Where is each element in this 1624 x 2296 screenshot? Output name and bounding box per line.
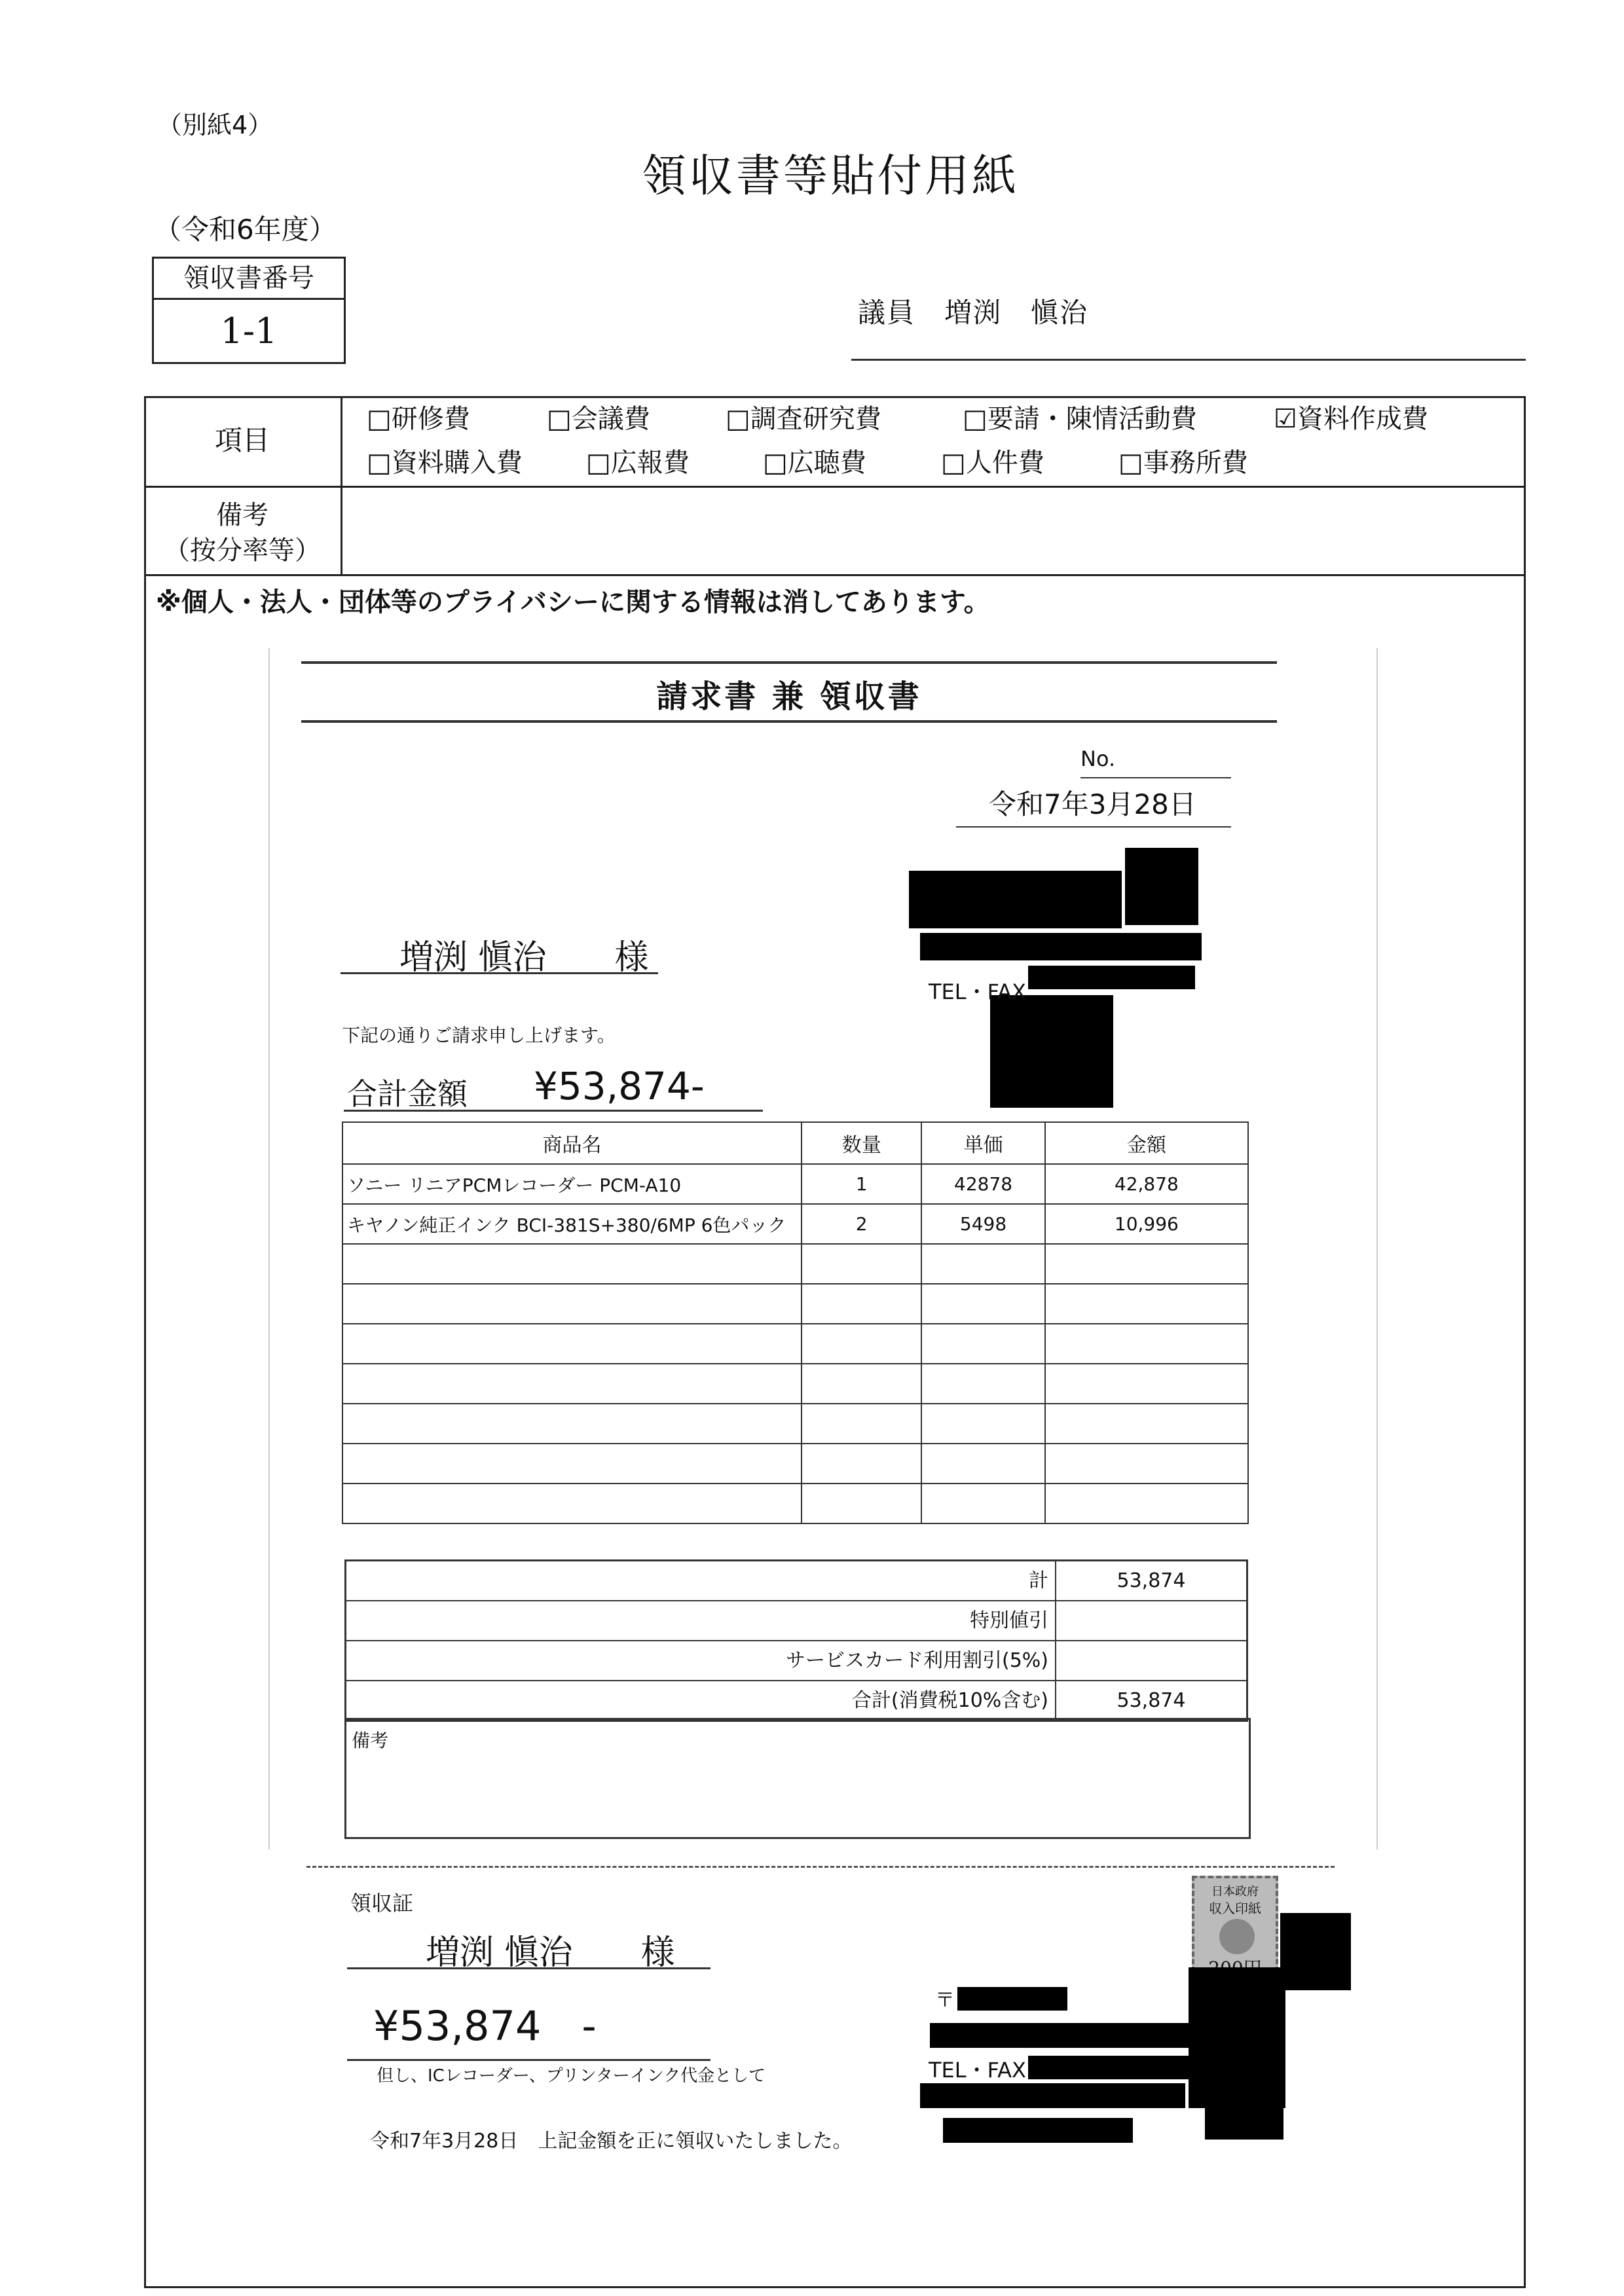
col-unit-price: 単価 [921,1122,1044,1164]
cell-unit-price [921,1404,1044,1444]
cell-product [342,1284,802,1324]
category-materials-purchase[interactable]: □資料購入費 [367,448,523,478]
category-research[interactable]: □調査研究費 [726,404,881,434]
col-amount: 金額 [1045,1122,1248,1164]
flower-icon [1219,1919,1255,1954]
grand-total-row [346,1681,1246,1720]
table-row [342,1324,1248,1364]
invoice-customer-line [341,972,658,974]
cell-unit-price [921,1444,1044,1484]
receipt-telfax-label: TEL・FAX [929,2058,1026,2083]
invoice-remarks-label: 備考 [352,1730,389,1751]
stamp-issuer: 日本政府 [1211,1885,1259,1899]
cell-unit-price [921,1324,1044,1364]
privacy-note: ※個人・法人・団体等のプライバシーに関する情報は消してあります。 [156,587,990,617]
redaction-block [943,2118,1133,2143]
cell-product: ソニー リニアPCMレコーダー PCM-A10 [342,1164,802,1204]
cell-unit-price: 42878 [921,1164,1044,1204]
invoice-title-rule-top [301,661,1277,664]
category-meeting[interactable]: □会議費 [547,404,650,434]
cell-product [342,1244,802,1284]
redaction-block [990,995,1113,1108]
remarks-label [144,498,341,568]
service-discount-label: サービスカード利用割引(5%) [346,1641,1056,1680]
subtotal-value: 53,874 [1116,1569,1186,1592]
items-table [342,1121,1249,1524]
remarks-label-main: 備考 [216,500,268,530]
totals-box [344,1559,1248,1722]
receipt-customer-line [347,1967,710,1969]
col-quantity: 数量 [802,1122,921,1164]
cell-product: キヤノン純正インク BCI-381S+380/6MP 6色パック [342,1204,802,1244]
receipt-label: 領収証 [350,1891,414,1916]
grand-total-label: 合計(消費税10%含む) [346,1681,1056,1720]
page-title: 領収書等貼付用紙 [642,151,1020,202]
redaction-block [1280,1913,1351,1990]
table-row [342,1244,1248,1284]
invoice-total-label: 合計金額 [347,1076,468,1112]
discount-row [346,1601,1246,1641]
invoice-no-line [1080,777,1231,778]
items-header-row [342,1122,1248,1164]
invoice-remarks-box [344,1718,1251,1839]
redaction-block [1028,2056,1189,2079]
grand-total-value: 53,874 [1116,1689,1186,1712]
cell-amount [1045,1324,1248,1364]
redaction-block [1125,848,1198,925]
category-materials-creation[interactable]: ☑資料作成費 [1274,404,1428,434]
cell-amount [1045,1444,1248,1484]
table-row [342,1284,1248,1324]
table-row [342,1444,1248,1484]
stamp-type: 収入印紙 [1209,1901,1261,1916]
invoice-total-value: ¥53,874- [534,1064,705,1108]
redaction-block [930,2023,1202,2048]
redaction-block [920,933,1202,960]
remarks-label-sub: （按分率等） [164,536,321,566]
redaction-block [920,2083,1185,2108]
category-petition[interactable]: □要請・陳情活動費 [963,404,1197,434]
remarks-row [144,488,1526,576]
table-row [342,1364,1248,1404]
invoice-customer: 増渕 愼治 様 [399,938,649,977]
invoice-date: 令和7年3月28日 [989,788,1196,820]
cell-amount [1045,1404,1248,1444]
cell-quantity [802,1404,921,1444]
receipt-amount-line [347,2059,710,2061]
cell-quantity [802,1364,921,1404]
cell-product [342,1404,802,1444]
attachment-label: （別紙4） [157,111,273,139]
cell-unit-price [921,1364,1044,1404]
cell-quantity: 2 [802,1204,921,1244]
cell-product [342,1444,802,1484]
cell-unit-price: 5498 [921,1204,1044,1244]
cell-unit-price [921,1284,1044,1324]
table-row [342,1204,1248,1244]
invoice-total-line [344,1110,763,1112]
member-name: 議員 増渕 愼治 [858,297,1089,329]
receipt-number-box [152,257,346,364]
cell-product [342,1324,802,1364]
redaction-block [1205,2108,1283,2140]
category-office[interactable]: □事務所費 [1118,448,1248,478]
cell-quantity [802,1324,921,1364]
member-underline [851,359,1526,361]
col-product: 商品名 [342,1122,802,1164]
row-divider [341,396,342,576]
cell-quantity [802,1484,921,1523]
discount-label: 特別値引 [346,1601,1056,1640]
receipt-amount: ¥53,874 - [373,2002,597,2050]
table-row [342,1164,1248,1204]
receipt-number-label: 領収書番号 [154,259,344,300]
cell-amount: 10,996 [1045,1204,1248,1244]
discount-value [1056,1601,1246,1640]
service-discount-row [346,1641,1246,1681]
cell-amount [1045,1284,1248,1324]
category-hearing[interactable]: □広聴費 [763,448,866,478]
cell-amount [1045,1484,1248,1523]
invoice-title: 請求書 兼 領収書 [656,678,922,715]
redaction-block [1028,966,1195,989]
invoice-telfax-label: TEL・FAX [929,979,1026,1004]
cut-line [306,1866,1335,1868]
receipt-customer: 増渕 愼治 様 [426,1933,675,1973]
category-personnel[interactable]: □人件費 [941,448,1044,478]
cell-unit-price [921,1244,1044,1284]
category-pr[interactable]: □広報費 [586,448,690,478]
cell-quantity [802,1284,921,1324]
cell-product [342,1364,802,1404]
fiscal-year: （令和6年度） [154,213,337,246]
item-label: 項目 [214,424,270,456]
redaction-block [957,1987,1067,2011]
table-row [342,1484,1248,1523]
redaction-block [909,871,1122,928]
invoice-date-line [956,826,1231,828]
table-row [342,1404,1248,1444]
cell-quantity [802,1244,921,1284]
cell-amount [1045,1244,1248,1284]
service-discount-value [1056,1641,1246,1680]
invoice-message: 下記の通りご請求申し上げます。 [342,1025,616,1046]
cell-quantity: 1 [802,1164,921,1204]
cell-quantity [802,1444,921,1484]
receipt-number-value: 1-1 [220,310,278,352]
cell-product [342,1484,802,1523]
invoice-no-label: No. [1080,746,1116,771]
cell-unit-price [921,1484,1044,1523]
cell-amount [1045,1364,1248,1404]
invoice-title-rule-bottom [301,720,1277,723]
receipt-date-statement: 令和7年3月28日 上記金額を正に領収いたしました。 [370,2130,853,2153]
category-training[interactable]: □研修費 [367,404,470,434]
subtotal-label: 計 [346,1561,1056,1600]
redaction-block [1189,1967,1285,2108]
receipt-purpose: 但し、ICレコーダー、プリンターインク代金として [377,2066,766,2086]
subtotal-row [346,1561,1246,1601]
cell-amount: 42,878 [1045,1164,1248,1204]
postal-mark: 〒 [935,1989,955,2012]
